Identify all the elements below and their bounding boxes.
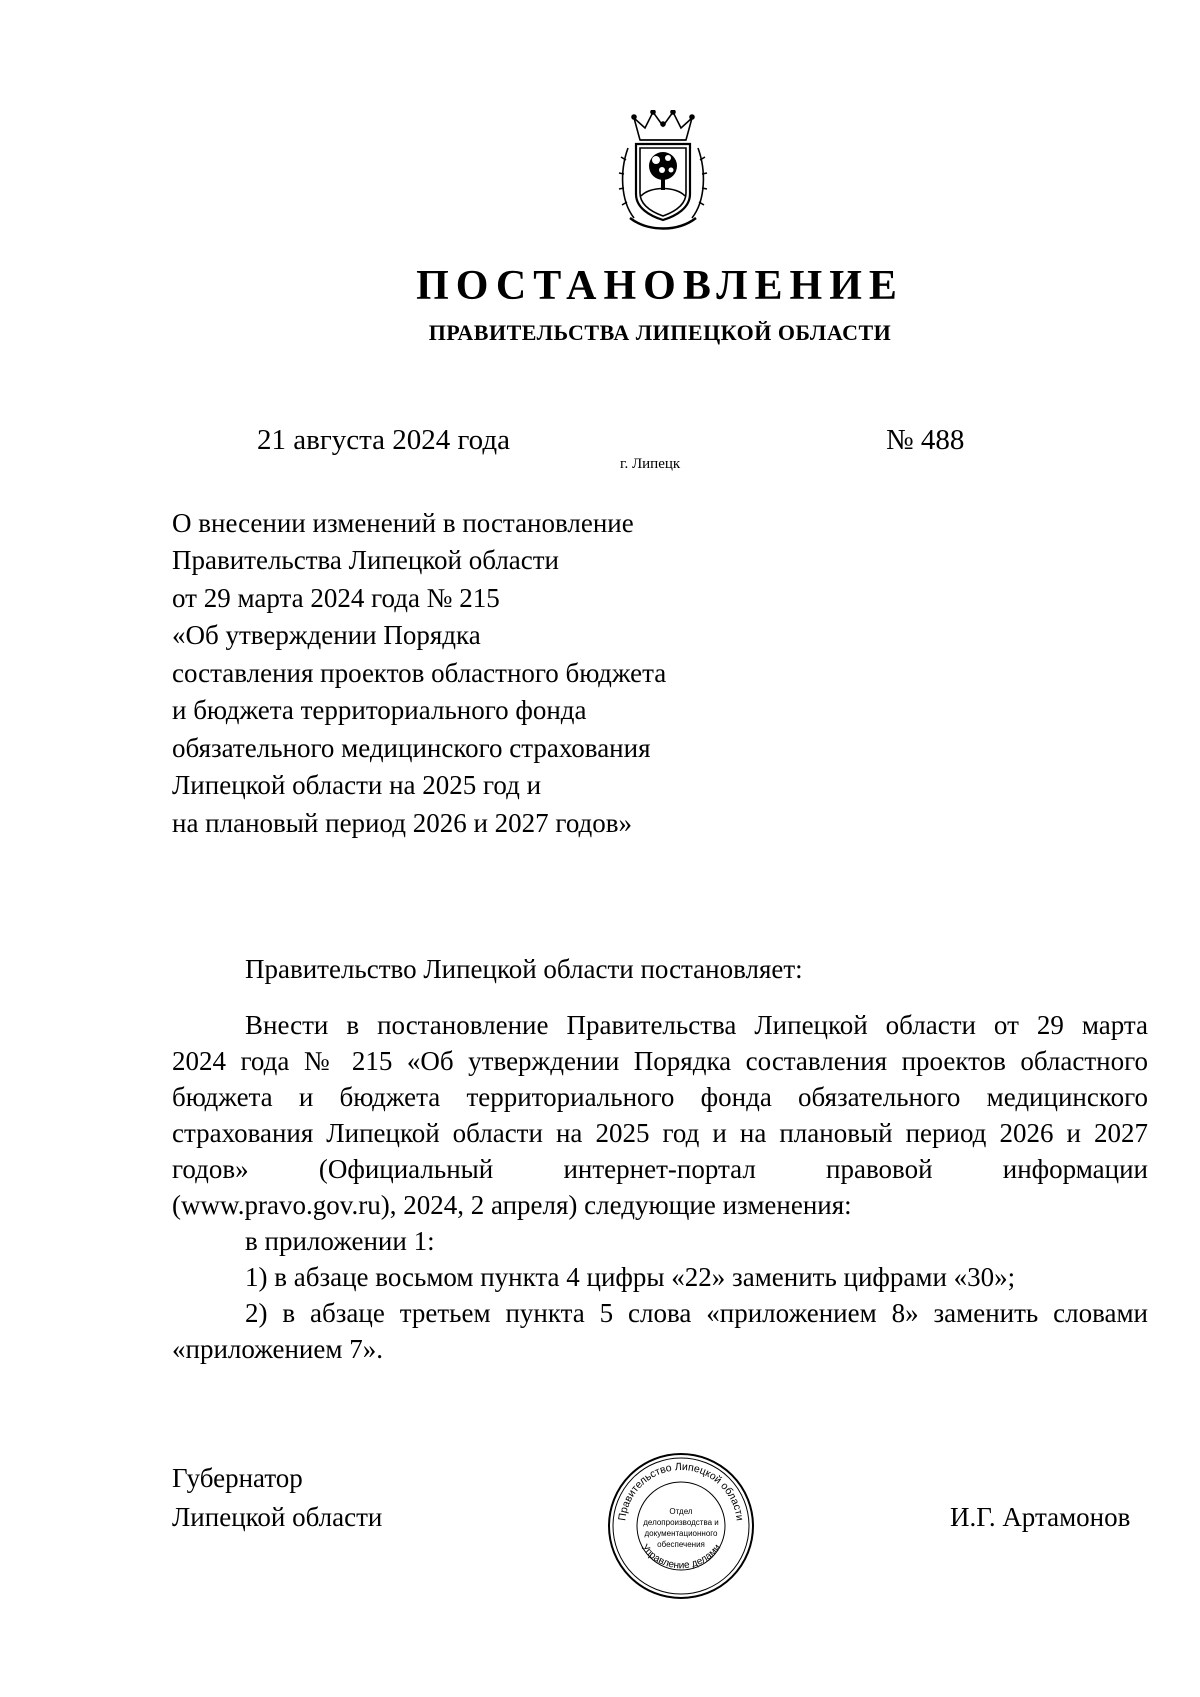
stamp-center-text: делопроизводства и (643, 1518, 719, 1527)
document-place: г. Липецк (620, 456, 681, 472)
title-line: О внесении изменений в постановление (172, 508, 634, 538)
body-line: 2) в абзаце третьем пункта 5 слова «приложением 8» заменить словами (245, 1298, 1148, 1328)
body-line: годов» (Официальный интернет-портал правовой информации (172, 1154, 1148, 1184)
title-line: обязательного медицинского страхования (172, 733, 651, 763)
stamp-outer-text: Правительство Липецкой области (616, 1460, 746, 1522)
stamp-bottom-text: Управление делами (638, 1542, 724, 1572)
official-stamp (605, 1450, 757, 1602)
body-line: страхования Липецкой области на 2025 год и на плановый период 2026 и 2027 (172, 1118, 1148, 1148)
body-line: 1) в абзаце восьмом пункта 4 цифры «22» заменить цифрами «30»; (245, 1262, 1016, 1292)
title-line: от 29 марта 2024 года № 215 (172, 583, 500, 613)
title-line: Липецкой области на 2025 год и (172, 770, 542, 800)
body-line: Внести в постановление Правительства Липецкой области от 29 марта (245, 1010, 1148, 1040)
stamp-center-text: обеспечения (657, 1540, 705, 1549)
title-line: «Об утверждении Порядка (172, 620, 481, 650)
signatory-name: И.Г. Артамонов (950, 1502, 1131, 1532)
title-line: составления проектов областного бюджета (172, 658, 667, 688)
issuer-heading: ПРАВИТЕЛЬСТВА ЛИПЕЦКОЙ ОБЛАСТИ (428, 320, 892, 345)
title-line: Правительства Липецкой области (172, 545, 560, 575)
body-line: Правительство Липецкой области постановляет: (245, 954, 803, 984)
signatory-title: Губернатор (172, 1463, 303, 1493)
document-number: № 488 (886, 424, 965, 456)
signatory-region: Липецкой области (172, 1502, 383, 1532)
coat-of-arms-emblem (618, 110, 708, 234)
title-line: на плановый период 2026 и 2027 годов» (172, 808, 633, 838)
document-type-heading: ПОСТАНОВЛЕНИЕ (416, 263, 904, 309)
body-line: бюджета и бюджета территориального фонда обязательного медицинского (172, 1082, 1148, 1112)
document-date: 21 августа 2024 года (257, 424, 510, 456)
body-line: 2024 года № 215 «Об утверждении Порядка составления проектов областного (172, 1046, 1148, 1076)
body-line: «приложением 7». (172, 1334, 383, 1364)
stamp-center-text: Отдел (669, 1507, 693, 1516)
stamp-center-text: документационного (644, 1529, 718, 1538)
body-line: (www.pravo.gov.ru), 2024, 2 апреля) следующие изменения: (172, 1190, 852, 1220)
title-line: и бюджета территориального фонда (172, 695, 587, 725)
body-line: в приложении 1: (245, 1226, 435, 1256)
